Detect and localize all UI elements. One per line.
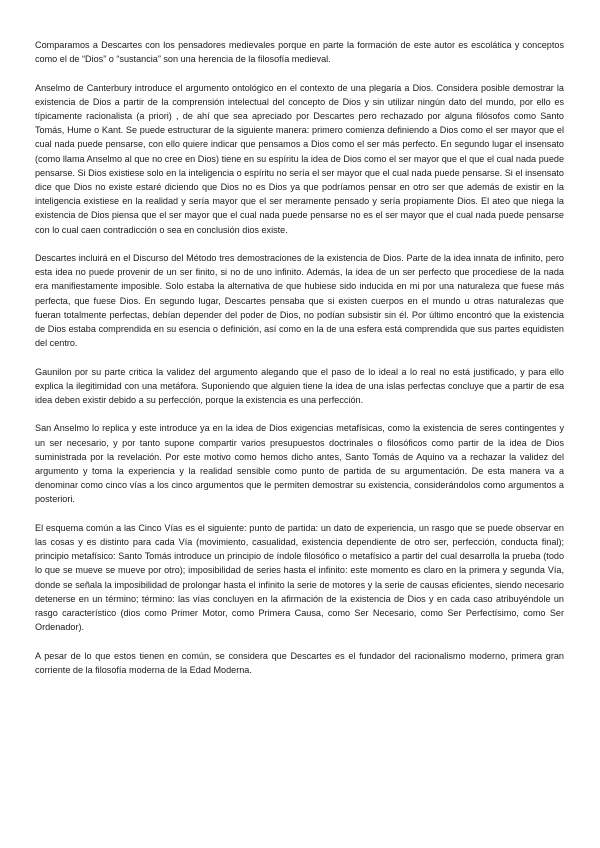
document-body [35, 38, 564, 691]
paragraph-san-anselmo-replica: San Anselmo lo replica y este introduce ya en la idea de Dios exigencias metafísicas, como la existencia de seres contingentes y un ser necesario, y por tanto supone compartir varios presupuestos doctrinales o filosóficos como partir de la idea de Dios suministrada por la revelación. Por este motivo como hemos dicho antes, Santo Tomás de Aquino va a rechazar la validez del argumento y toma la experiencia y la realidad sensible como punto de partida de su argumentación. De esta manera va a denominar como cinco vías a los cinco argumentos que le permiten demostrar su existencia, considerándolos como argumentos a posteriori. [35, 423, 564, 505]
paragraph-descartes: Descartes incluirá en el Discurso del Método tres demostraciones de la existencia de Dios. Parte de la idea innata de infinito, pero esta idea no puede provenir de un ser finito, si no de uno infinito. Además, la idea de un ser perfecto que procediese de la nada era manifiestamente imposible. Solo estaba la alternativa de que hubiese sido inducida en mi por una naturaleza que fuese más perfecta, que fuese Dios. En segundo lugar, Descartes pensaba que si existen cuerpos en el mundo u otras naturalezas que fueran totalmente perfectas, debían depender del poder de Dios, no podían subsistir sin él. Por último encontró que la existencia de Dios estaba comprendida en su esencia o definición, así como en la de una esfera está comprendida que sus partes equidisten del centro. [35, 253, 564, 349]
paragraph-anselmo: Anselmo de Canterbury introduce el argumento ontológico en el contexto de una plegaria a Dios. Considera posible demostrar la existencia de Dios a partir de la comprensión intelectual del concepto de Dios y sin utilizar ningún dato del mundo, por ello es típicamente racionalista (a priori) , de ahí que sea apreciado por Descartes pero rechazado por alguna filósofos como Santo Tomás, Hume o Kant. Se puede estructurar de la siguiente manera: primero comienza definiendo a Dios como el ser mayor que el cual nada puede pensarse, con ello quiere indicar que pensamos a Dios como el ser más perfecto. En segundo lugar el insensato (como llama Anselmo al que no cree en Dios) tiene en su espíritu la idea de Dios como el ser mayor que el que el cual nada puede pensarse. Si Dios existiese solo en la inteligencia o espíritu no sería el ser mayor que el cual nada puede pensarse. Si el insensato dice que Dios no existe estaré diciendo que Dios no es Dios ya que podríamos pensar en otro ser que además de existir en la inteligencia existiese en la realidad y sería mayor que el ser meramente pensado y sería propiamente Dios. El ateo que niega la existencia de Dios piensa que el ser mayor que el cual nada puede pensarse no es el ser mayor que el cual nada puede pensarse con lo cual caen contradicción o sea en conclusión dios existe. [35, 82, 564, 235]
paragraph-conclusion: A pesar de lo que estos tienen en común, se considera que Descartes es el fundador del racionalismo moderno, primera gran corriente de la filosofía moderna de la Edad Moderna. [35, 650, 564, 675]
paragraph-intro: Comparamos a Descartes con los pensadores medievales porque en parte la formación de este autor es escolática y conceptos como el de “Dios” o “sustancia” son una herencia de la filosofía medieval. [35, 40, 564, 65]
paragraph-cinco-vias: El esquema común a las Cinco Vías es el siguiente: punto de partida: un dato de experiencia, un rasgo que se puede observar en las cosas y es distinto para cada Vía (movimiento, casualidad, existencia dependiente de otro ser, perfección, conducta final); principio metafísico: Santo Tomás introduce un principio de índole filosófico o metafísico a partir del cual desarrolla la prueba (todo lo que se mueve se mueve por otro); imposibilidad de series hasta el infinito: este momento es claro en la primera y segunda Vía, donde se señala la imposibilidad de prolongar hasta el infinito la serie de motores y la serie de causas eficientes, siendo necesario detenerse en un término; término: las vías concluyen en la afirmación de la existencia de Dios y en cada caso atribuyéndole un rasgo característico (dios como Primer Motor, como Primera Causa, como Ser Necesario, como Ser Perfectísimo, como Ser Ordenador). [35, 522, 564, 633]
paragraph-gaunilon: Gaunilon por su parte critica la validez del argumento alegando que el paso de lo ideal a lo real no está justificado, y para ello explica la ilegitimidad con una metáfora. Suponiendo que alguien tiene la idea de una islas perfectas concluye que a partir de esa idea deben existir debido a su perfección, porque la existencia es una perfección. [35, 366, 564, 406]
